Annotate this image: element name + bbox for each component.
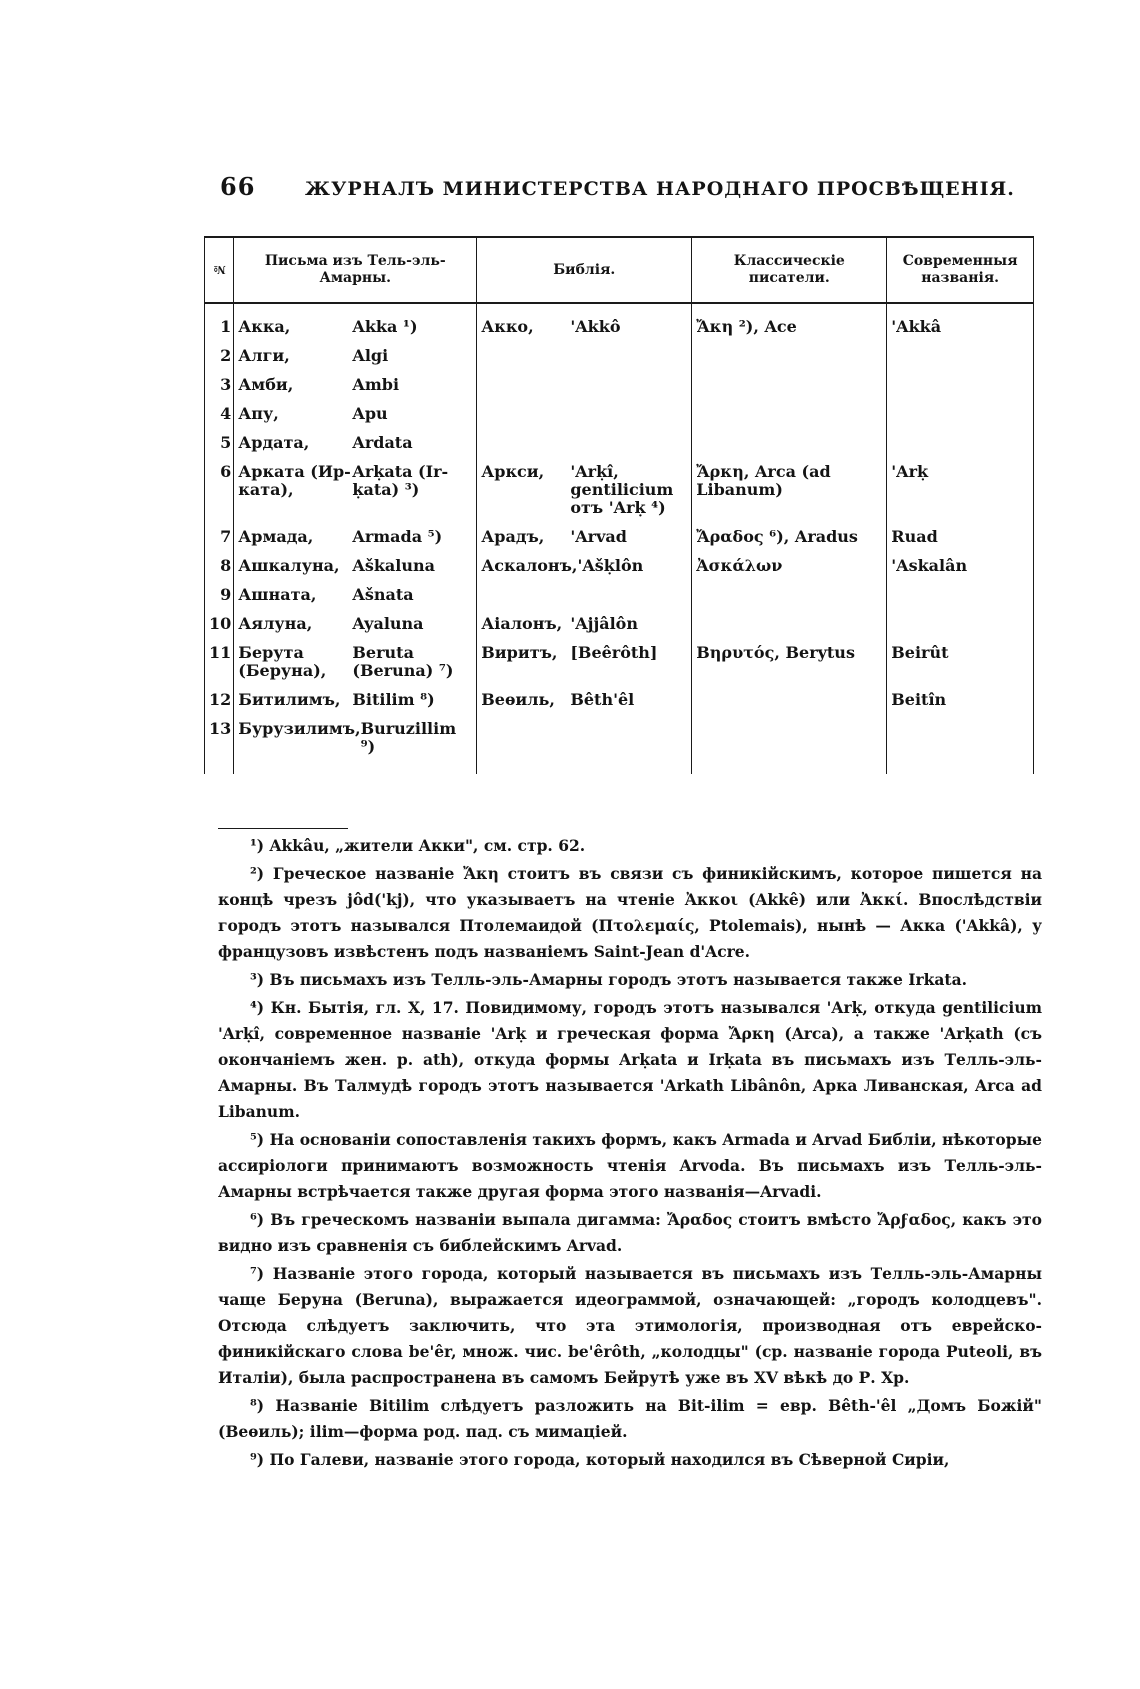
amarna-cell [234, 399, 477, 428]
table-row [205, 428, 1034, 457]
bible-cell [477, 370, 692, 399]
footnote: ¹) Akkâu, „жители Акки", см. стр. 62. [250, 836, 586, 855]
amarna-latin: Buruzillim ⁹) [360, 719, 457, 756]
table-header-row [205, 237, 1034, 303]
amarna-cell [234, 714, 477, 774]
table-row [205, 609, 1034, 638]
bible-cell [477, 580, 692, 609]
amarna-latin: Beruta (Beruna) ⁷) [352, 643, 454, 680]
modern-cell: 'Askalân [887, 551, 1034, 580]
running-header [220, 172, 1100, 201]
place-names-table [204, 236, 1034, 774]
footnote: ⁸) Названіе Bitilim слѣдуетъ разложить на Bit-ilim = евр. Bêth-'êl „Домъ Божій" (Веѳиль); ilim—форма род. пад. съ мимаціей. [218, 1396, 1042, 1441]
amarna-latin: Aškaluna [352, 556, 435, 575]
modern-cell [887, 399, 1034, 428]
classical-cell [692, 370, 887, 399]
amarna-cell [234, 522, 477, 551]
classical-cell [692, 428, 887, 457]
modern-cell [887, 341, 1034, 370]
amarna-russian: Амби, [238, 375, 294, 394]
classical-cell [692, 580, 887, 609]
table-row [205, 522, 1034, 551]
row-number: 1 [205, 303, 234, 341]
bible-russian: Аскалонъ, [481, 556, 578, 575]
table-row [205, 580, 1034, 609]
bible-russian: Веѳиль, [481, 690, 555, 709]
row-number: 2 [205, 341, 234, 370]
amarna-russian: Апу, [238, 404, 279, 423]
amarna-russian: Берута (Беруна), [238, 643, 327, 680]
modern-cell: 'Akkâ [887, 303, 1034, 341]
place-names-table-container [204, 236, 1034, 774]
bible-russian: Арадъ, [481, 527, 545, 546]
bible-latin: 'Ašḳlôn [577, 556, 644, 575]
bible-cell [477, 522, 692, 551]
bible-latin: 'Arḳî, gentilicium отъ 'Arḳ ⁴) [570, 462, 674, 517]
row-number: 10 [205, 609, 234, 638]
amarna-latin: Ardata [352, 433, 413, 452]
amarna-cell [234, 551, 477, 580]
table-row [205, 714, 1034, 774]
bible-russian: Акко, [481, 317, 534, 336]
row-number: 9 [205, 580, 234, 609]
amarna-russian: Армада, [238, 527, 314, 546]
row-number: 6 [205, 457, 234, 522]
footnote: ⁴) Кн. Бытія, гл. X, 17. Повидимому, городъ этотъ назывался 'Arḳ, откуда gentilicium 'Arḳî, современное названіе 'Arḳ и греческая форма Ἄρκη (Arca), а также 'Arḳath (съ окончаніемъ жен. р. ath), откуда формы Arḳata и Irḳata въ письмахъ изъ Телль-эль-Амарны. Въ Талмудѣ городъ этотъ называется 'Arkath Libânôn, Арка Ливанская, Arca ad Libanum. [218, 998, 1042, 1121]
bible-cell [477, 457, 692, 522]
row-number: 4 [205, 399, 234, 428]
classical-cell [692, 609, 887, 638]
amarna-cell [234, 370, 477, 399]
column-header-amarna: Письма изъ Тель-эль-Амарны. [234, 237, 477, 303]
classical-cell: Ἄραδος ⁶), Aradus [692, 522, 887, 551]
page-number: 66 [220, 172, 256, 201]
amarna-latin: Akka ¹) [352, 317, 418, 336]
row-number: 3 [205, 370, 234, 399]
amarna-russian: Битилимъ, [238, 690, 341, 709]
amarna-cell [234, 428, 477, 457]
bible-cell [477, 685, 692, 714]
amarna-cell [234, 457, 477, 522]
amarna-russian: Ардата, [238, 433, 310, 452]
table-row [205, 457, 1034, 522]
table-row [205, 638, 1034, 685]
modern-cell: 'Arḳ [887, 457, 1034, 522]
modern-cell [887, 580, 1034, 609]
row-number: 11 [205, 638, 234, 685]
row-number: 12 [205, 685, 234, 714]
column-header-number: № [205, 237, 234, 303]
bible-latin: 'Arvad [570, 527, 627, 546]
bible-cell [477, 551, 692, 580]
amarna-cell [234, 303, 477, 341]
amarna-cell [234, 580, 477, 609]
running-title: ЖУРНАЛЪ МИНИСТЕРСТВА НАРОДНАГО ПРОСВѢЩЕНІЯ. [305, 178, 1015, 200]
bible-cell [477, 341, 692, 370]
bible-latin: [Beêrôth] [570, 643, 658, 662]
modern-cell [887, 428, 1034, 457]
modern-cell: Beitîn [887, 685, 1034, 714]
bible-latin: 'Ajjâlôn [570, 614, 638, 633]
table-row [205, 685, 1034, 714]
amarna-cell [234, 638, 477, 685]
bible-cell [477, 428, 692, 457]
amarna-russian: Акка, [238, 317, 291, 336]
column-header-modern: Современныя названія. [887, 237, 1034, 303]
table-row [205, 551, 1034, 580]
amarna-latin: Ambi [352, 375, 400, 394]
bible-cell [477, 609, 692, 638]
footnote: ³) Въ письмахъ изъ Телль-эль-Амарны городъ этотъ называется также Irkata. [250, 970, 968, 989]
footnote: ⁹) По Галеви, названіе этого города, который находился въ Сѣверной Сиріи, [250, 1450, 950, 1469]
amarna-latin: Ašnata [352, 585, 414, 604]
classical-cell [692, 714, 887, 774]
bible-cell [477, 714, 692, 774]
footnotes [218, 828, 1042, 1475]
classical-cell: Ἄρκη, Arca (ad Libanum) [692, 457, 887, 522]
bible-latin: 'Akkô [570, 317, 621, 336]
classical-cell: Βηρυτός, Berytus [692, 638, 887, 685]
amarna-russian: Алги, [238, 346, 290, 365]
amarna-cell [234, 609, 477, 638]
bible-russian: Виритъ, [481, 643, 558, 662]
classical-cell [692, 399, 887, 428]
amarna-russian: Ашкалуна, [238, 556, 340, 575]
column-header-classical: Классическіе писатели. [692, 237, 887, 303]
modern-cell [887, 370, 1034, 399]
table-row [205, 341, 1034, 370]
amarna-russian: Арката (Ир-ката), [238, 462, 351, 499]
classical-cell [692, 341, 887, 370]
bible-russian: Аіалонъ, [481, 614, 563, 633]
amarna-latin: Bitilim ⁸) [352, 690, 435, 709]
amarna-russian: Ашната, [238, 585, 317, 604]
bible-russian: Аркси, [481, 462, 545, 481]
amarna-russian: Бурузилимъ, [238, 719, 361, 738]
amarna-cell [234, 685, 477, 714]
modern-cell [887, 714, 1034, 774]
modern-cell: Ruad [887, 522, 1034, 551]
bible-cell [477, 638, 692, 685]
row-number: 8 [205, 551, 234, 580]
classical-cell: Ἄκη ²), Ace [692, 303, 887, 341]
bible-cell [477, 303, 692, 341]
bible-latin: Bêth'êl [570, 690, 635, 709]
classical-cell [692, 685, 887, 714]
amarna-russian: Аялуна, [238, 614, 313, 633]
footnote: ⁶) Въ греческомъ названіи выпала дигамма: Ἄραδος стоитъ вмѣсто Ἄρϝαδος, какъ это видно изъ сравненія съ библейскимъ Arvad. [218, 1210, 1042, 1255]
amarna-cell [234, 341, 477, 370]
bible-cell [477, 399, 692, 428]
column-header-bible: Библія. [477, 237, 692, 303]
amarna-latin: Ayaluna [352, 614, 424, 633]
footnote: ⁷) Названіе этого города, который называется въ письмахъ изъ Телль-эль-Амарны чаще Беруна (Beruna), выражается идеограммой, означающей: „городъ колодцевъ". Отсюда слѣдуетъ заключить, что эта этимологія, производная отъ еврейско-финикійскаго слова be'êr, множ. чис. be'êrôth, „колодцы" (ср. названіе города Puteoli, въ Италіи), была распространена въ самомъ Бейрутѣ уже въ XV вѣкѣ до Р. Хр. [218, 1264, 1042, 1387]
modern-cell: Beirût [887, 638, 1034, 685]
amarna-latin: Apu [352, 404, 388, 423]
table-row [205, 303, 1034, 341]
footnote-divider [218, 828, 348, 829]
footnote: ²) Греческое названіе Ἄκη стоитъ въ связи съ финикійскимъ, которое пишется на концѣ чрезъ jôd('kj), что указываетъ на чтеніе Ἀκκοι (Akkê) или Ἀκκί. Впослѣдствіи городъ этотъ назывался Птолемаидой (Πτολεμαίς, Ptolemais), нынѣ — Акка ('Akkâ), у французовъ извѣстенъ подъ названіемъ Saint-Jean d'Acre. [218, 864, 1042, 961]
amarna-latin: Arḳata (Ir-ḳata) ³) [352, 462, 449, 499]
amarna-latin: Algi [352, 346, 389, 365]
row-number: 13 [205, 714, 234, 774]
modern-cell [887, 609, 1034, 638]
row-number: 5 [205, 428, 234, 457]
classical-cell: Ἀσκάλων [692, 551, 887, 580]
table-row [205, 399, 1034, 428]
table-row [205, 370, 1034, 399]
footnote: ⁵) На основаніи сопоставленія такихъ формъ, какъ Armada и Arvad Библіи, нѣкоторые ассиріологи принимаютъ возможность чтенія Arvoda. Въ письмахъ изъ Телль-эль-Амарны встрѣчается также другая форма этого названія—Arvadi. [218, 1130, 1042, 1201]
amarna-latin: Armada ⁵) [352, 527, 443, 546]
row-number: 7 [205, 522, 234, 551]
